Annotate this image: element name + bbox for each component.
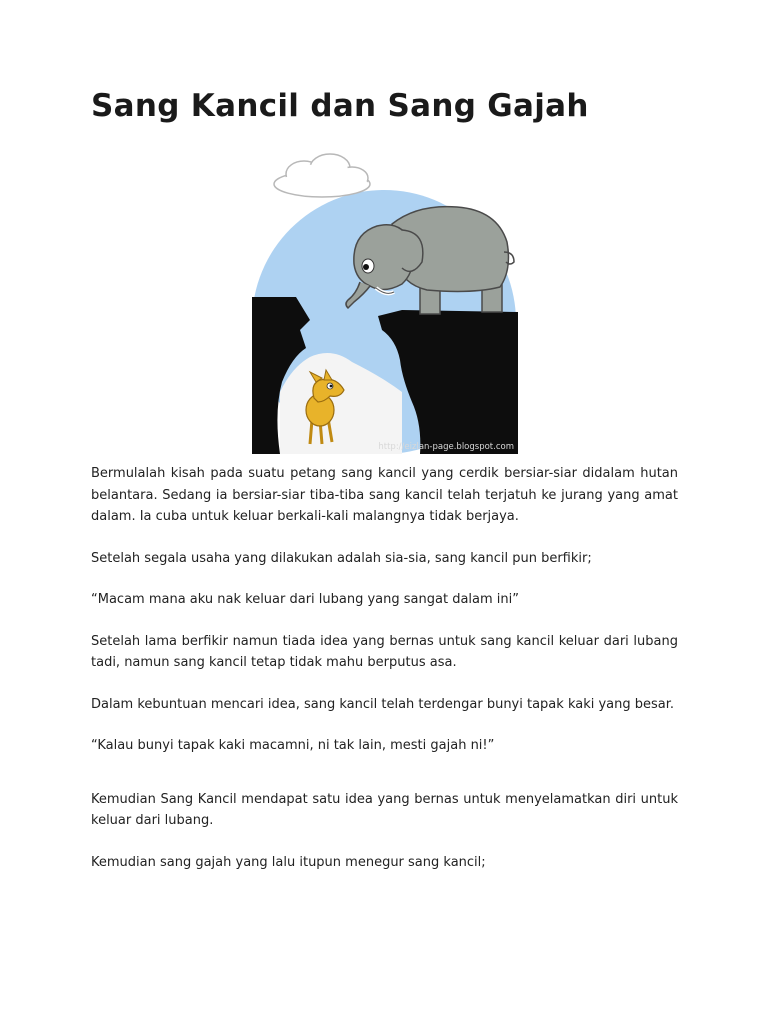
story-text [91, 463, 678, 893]
paragraph: “Kalau bunyi tapak kaki macamni, ni tak lain, mesti gajah ni!” [91, 738, 495, 753]
paragraph: Bermulalah kisah pada suatu petang sang kancil yang cerdik bersiar-siar didalam hutan belantara. Sedang ia bersiar-siar tiba-tiba sang kancil telah terjatuh ke jurang yang amat dalam. Ia cuba untuk keluar berkali-kali malangnya tidak berjaya. [91, 466, 678, 524]
image-caption: http://eizlan-page.blogspot.com [378, 442, 514, 452]
paragraph: Setelah segala usaha yang dilakukan adalah sia-sia, sang kancil pun berfikir; [91, 550, 592, 566]
story-illustration [252, 152, 518, 454]
paragraph: Kemudian Sang Kancil mendapat satu idea yang bernas untuk menyelamatkan diri untuk keluar dari lubang. [91, 791, 678, 828]
paragraph: Kemudian sang gajah yang lalu itupun menegur sang kancil; [91, 854, 486, 870]
paragraph: “Macam mana aku nak keluar dari lubang yang sangat dalam ini” [91, 592, 519, 607]
paragraph: Dalam kebuntuan mencari idea, sang kancil telah terdengar bunyi tapak kaki yang besar. [91, 696, 675, 712]
cloud-icon [274, 154, 370, 197]
paragraph: Setelah lama berfikir namun tiada idea yang bernas untuk sang kancil keluar dari lubang tadi, namun sang kancil tetap tidak mahu berputus asa. [91, 633, 678, 670]
page-title: Sang Kancil dan Sang Gajah [91, 88, 589, 124]
illustration-canvas [252, 152, 518, 454]
